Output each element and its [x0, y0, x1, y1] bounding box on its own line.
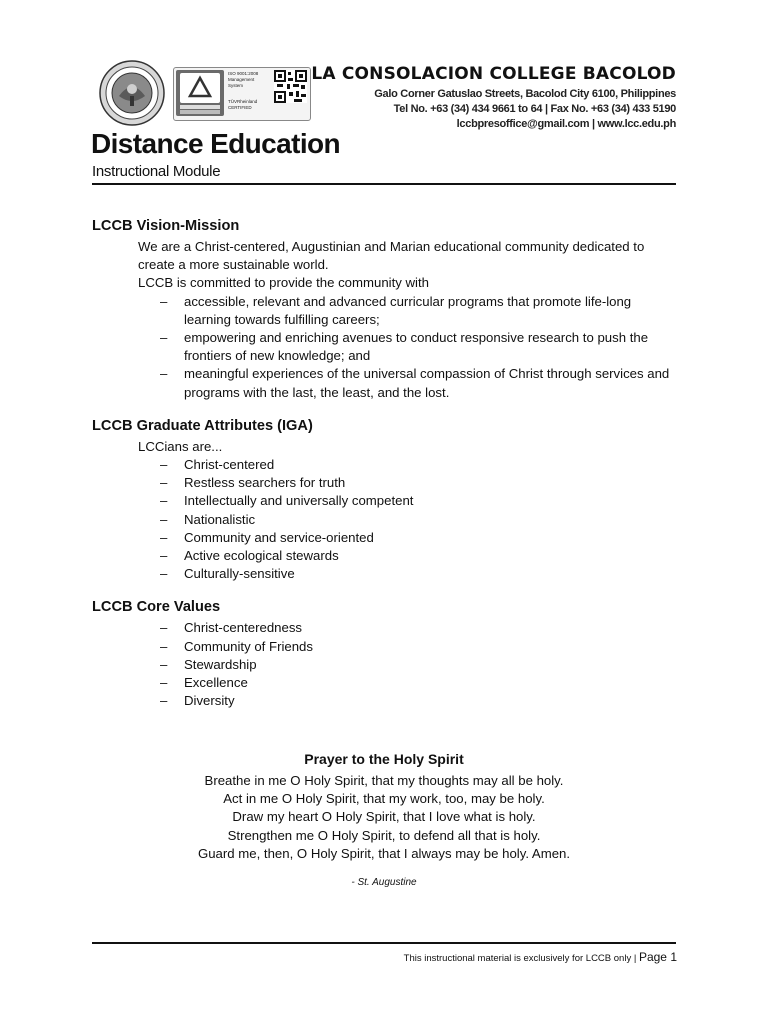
- page-footer: [404, 950, 677, 964]
- page-subtitle: Instructional Module: [92, 163, 221, 180]
- qr-code-icon: [274, 70, 307, 103]
- prayer-line: Guard me, then, O Holy Spirit, that I always may be holy. Amen.: [197, 845, 571, 861]
- graduate-attributes-heading: LCCB Graduate Attributes (IGA): [92, 417, 313, 434]
- cert-line: System: [228, 83, 244, 88]
- list-item: – Intellectually and universally competent: [160, 493, 414, 509]
- core-values-heading: LCCB Core Values: [92, 599, 221, 616]
- list-item: – Community and service-oriented: [160, 529, 374, 545]
- mission-intro: LCCB is committed to provide the community with: [138, 275, 429, 291]
- page-title: Distance Education: [91, 128, 341, 159]
- list-item: – empowering and enriching avenues to conduct responsive research to push the frontiers of new knowledge; and: [160, 330, 649, 364]
- cert-line: ISO 9001:2008: [228, 71, 259, 76]
- vision-mission-heading: LCCB Vision-Mission: [92, 218, 240, 234]
- school-name: LA CONSOLACION COLLEGE BACOLOD: [311, 64, 676, 84]
- prayer-section: [92, 748, 676, 863]
- mission-list: [92, 293, 676, 402]
- footer-divider: [92, 942, 676, 944]
- school-contact: lccbpresoffice@gmail.com | www.lcc.edu.ph: [456, 118, 676, 130]
- cert-label: CERTIFIED: [228, 105, 252, 110]
- vision-statement: We are a Christ-centered, Augustinian and Marian educational community dedicated to create a more sustainable world.: [138, 239, 645, 273]
- page-number: Page 1: [638, 950, 677, 964]
- cert-brand: TÜVRheinland: [228, 99, 258, 104]
- vision-text: [92, 238, 676, 274]
- school-address: Galo Corner Gatuslao Streets, Bacolod City 6100, Philippines: [374, 88, 676, 100]
- list-item: – Restless searchers for truth: [160, 475, 346, 491]
- prayer-title: Prayer to the Holy Spirit: [304, 751, 464, 767]
- list-item: – Stewardship: [160, 656, 257, 672]
- list-item: – Nationalistic: [160, 511, 256, 527]
- list-item: – Christ-centeredness: [160, 620, 303, 636]
- cert-line: Management: [228, 77, 255, 82]
- prayer-attribution: - St. Augustine: [351, 877, 417, 888]
- prayer-line: Act in me O Holy Spirit, that my work, too, may be holy.: [223, 791, 545, 807]
- prayer-line: Strengthen me O Holy Spirit, to defend all that is holy.: [227, 827, 541, 843]
- list-item: – Culturally-sensitive: [160, 566, 295, 582]
- list-item: – Community of Friends: [160, 638, 313, 654]
- list-item: – Diversity: [160, 693, 235, 709]
- module-content: [92, 214, 676, 710]
- college-seal-logo: [97, 60, 167, 126]
- list-item: – Christ-centered: [160, 457, 275, 473]
- header-divider: [92, 183, 676, 185]
- list-item: – Excellence: [160, 675, 248, 691]
- list-item: – meaningful experiences of the universal compassion of Christ through services and programs with the last, the least, and the lost.: [160, 366, 670, 400]
- iso-certification-badge: [173, 67, 311, 121]
- prayer-line: Breathe in me O Holy Spirit, that my thoughts may all be holy.: [204, 773, 564, 788]
- core-values-list: [92, 619, 676, 710]
- prayer-line: Draw my heart O Holy Spirit, that I love what is holy.: [232, 809, 536, 825]
- footer-note: This instructional material is exclusively for LCCB only |: [403, 953, 637, 964]
- school-phone: Tel No. +63 (34) 434 9661 to 64 | Fax No. +63 (34) 433 5190: [393, 103, 676, 115]
- attributes-list: [92, 456, 676, 583]
- attributes-intro: LCCians are...: [138, 438, 223, 454]
- tuv-logo-icon: [176, 70, 224, 116]
- list-item: – accessible, relevant and advanced curricular programs that promote life-long learning towards fulfilling careers;: [160, 293, 632, 327]
- list-item: – Active ecological stewards: [160, 548, 339, 564]
